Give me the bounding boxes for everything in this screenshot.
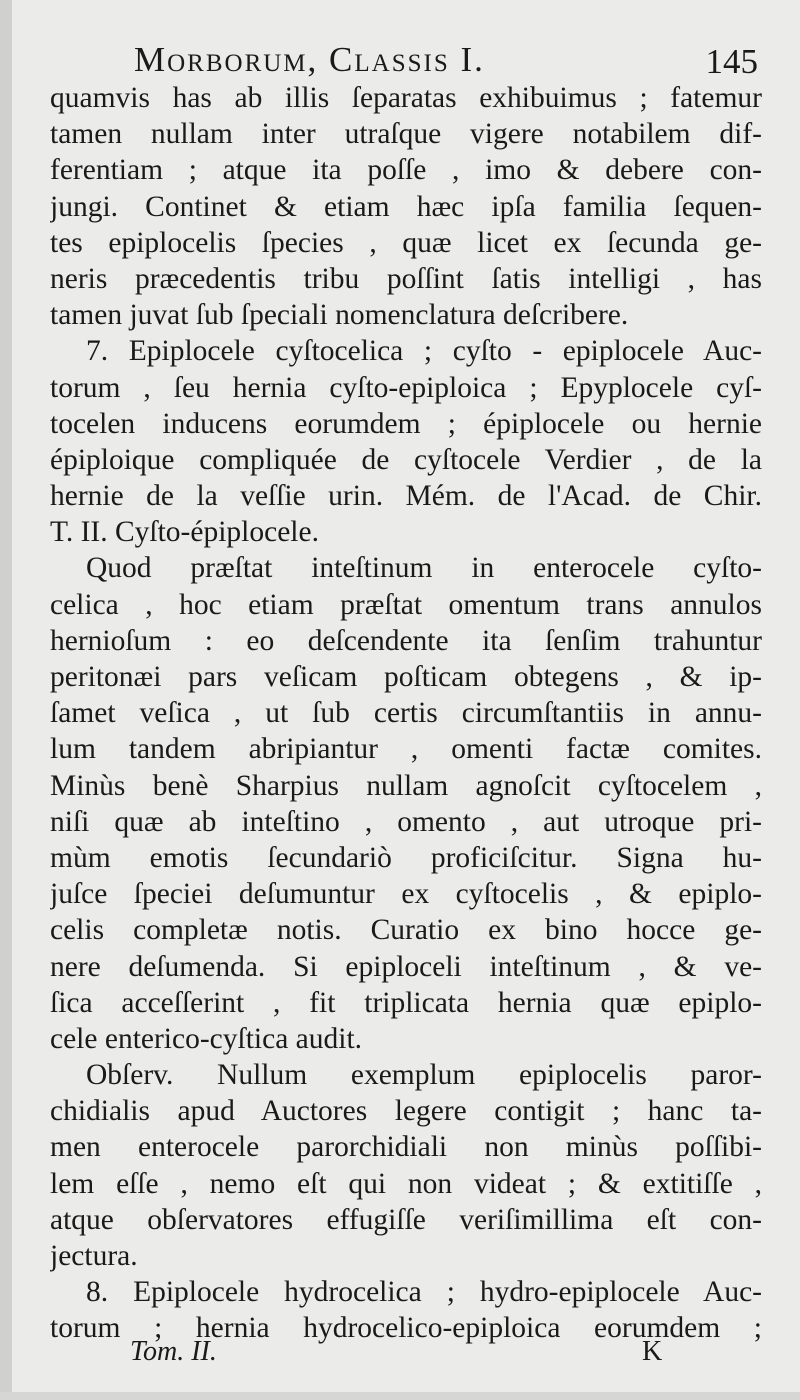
text-line: épiploique compliquée de cyſtocele Verdier , de la [50,443,762,476]
volume-mark: Tom. II. [130,1336,217,1367]
text-line: ſica acceſſerint , fit triplicata hernia quæ epiplo- [50,986,762,1019]
text-line: atque obſervatores effugiſſe veriſimillima eſt con- [50,1203,762,1236]
text-line: niſi quæ ab inteſtino , omento , aut utroque pri- [50,805,762,838]
text-line: tes epiplocelis ſpecies , quæ licet ex ſecunda ge- [50,226,762,259]
text-line: tamen nullam inter utraſque vigere notabilem dif- [50,118,762,151]
body-text [50,80,762,1347]
text-line: jectura. [50,1240,138,1272]
text-line: quamvis has ab illis ſeparatas exhibuimus ; fatemur [50,82,762,114]
text-line: jungi. Continet & etiam hæc ipſa familia ſequen- [50,190,762,223]
signature-mark: K [642,1336,663,1367]
running-head: Morborum, Classis I. [134,40,485,79]
text-line: Quod præſtat inteſtinum in enterocele cyſto- [86,552,762,585]
text-line: juſce ſpeciei deſumuntur ex cyſtocelis , & epiplo- [50,878,762,911]
text-line: cele enterico-cyſtica audit. [50,1022,363,1055]
text-line: hernioſum : eo deſcendente ita ſenſim trahuntur [50,624,762,657]
text-line: nere deſumenda. Si epiploceli inteſtinum , & ve- [50,950,762,983]
page-bottom-edge [0,1392,800,1400]
text-line: mùm emotis ſecundariò proficiſcitur. Signa hu- [50,841,762,874]
page-gutter [0,0,12,1400]
text-line: torum ; hernia hydrocelico-epiploica eorumdem ; [50,1312,762,1345]
text-line: neris præcedentis tribu poſſint ſatis intelligi , has [50,262,762,295]
text-line: ſamet veſica , ut ſub certis circumſtantiis in annu- [50,697,762,730]
text-line: Minùs benè Sharpius nullam agnoſcit cyſtocelem , [50,769,762,802]
text-line: men enterocele parorchidiali non minùs poſſibi- [50,1131,762,1164]
text-line: lem eſſe , nemo eſt qui non videat ; & extitiſſe , [50,1167,762,1200]
text-line: 7. Epiplocele cyſtocelica ; cyſto - epiplocele Auc- [86,335,762,368]
text-line: tocelen inducens eorumdem ; épiplocele ou hernie [50,407,762,440]
page-number: 145 [705,42,758,81]
text-line: chidialis apud Auctores legere contigit ; hanc ta- [50,1095,762,1128]
text-line: celica , hoc etiam præſtat omentum trans annulos [50,588,762,621]
text-line: Obſerv. Nullum exemplum epiplocelis paror- [86,1059,762,1092]
text-line: peritonæi pars veſicam poſticam obtegens , & ip- [50,661,762,693]
text-line: hernie de la veſſie urin. Mém. de l'Acad. de Chir. [50,480,762,513]
text-line: ferentiam ; atque ita poſſe , imo & debere con- [50,154,762,187]
text-line: tamen juvat ſub ſpeciali nomenclatura deſcribere. [50,299,629,332]
text-line: 8. Epiplocele hydrocelica ; hydro-epiplocele Auc- [86,1276,762,1309]
text-line: torum , ſeu hernia cyſto-epiploica ; Epyplocele cyſ- [50,371,762,404]
page-footer [50,1336,762,1376]
text-line: T. II. Cyſto-épiplocele. [50,516,319,549]
text-line: lum tandem abripiantur , omenti factæ comites. [50,733,762,766]
text-line: celis completæ notis. Curatio ex bino hocce ge- [50,914,762,947]
